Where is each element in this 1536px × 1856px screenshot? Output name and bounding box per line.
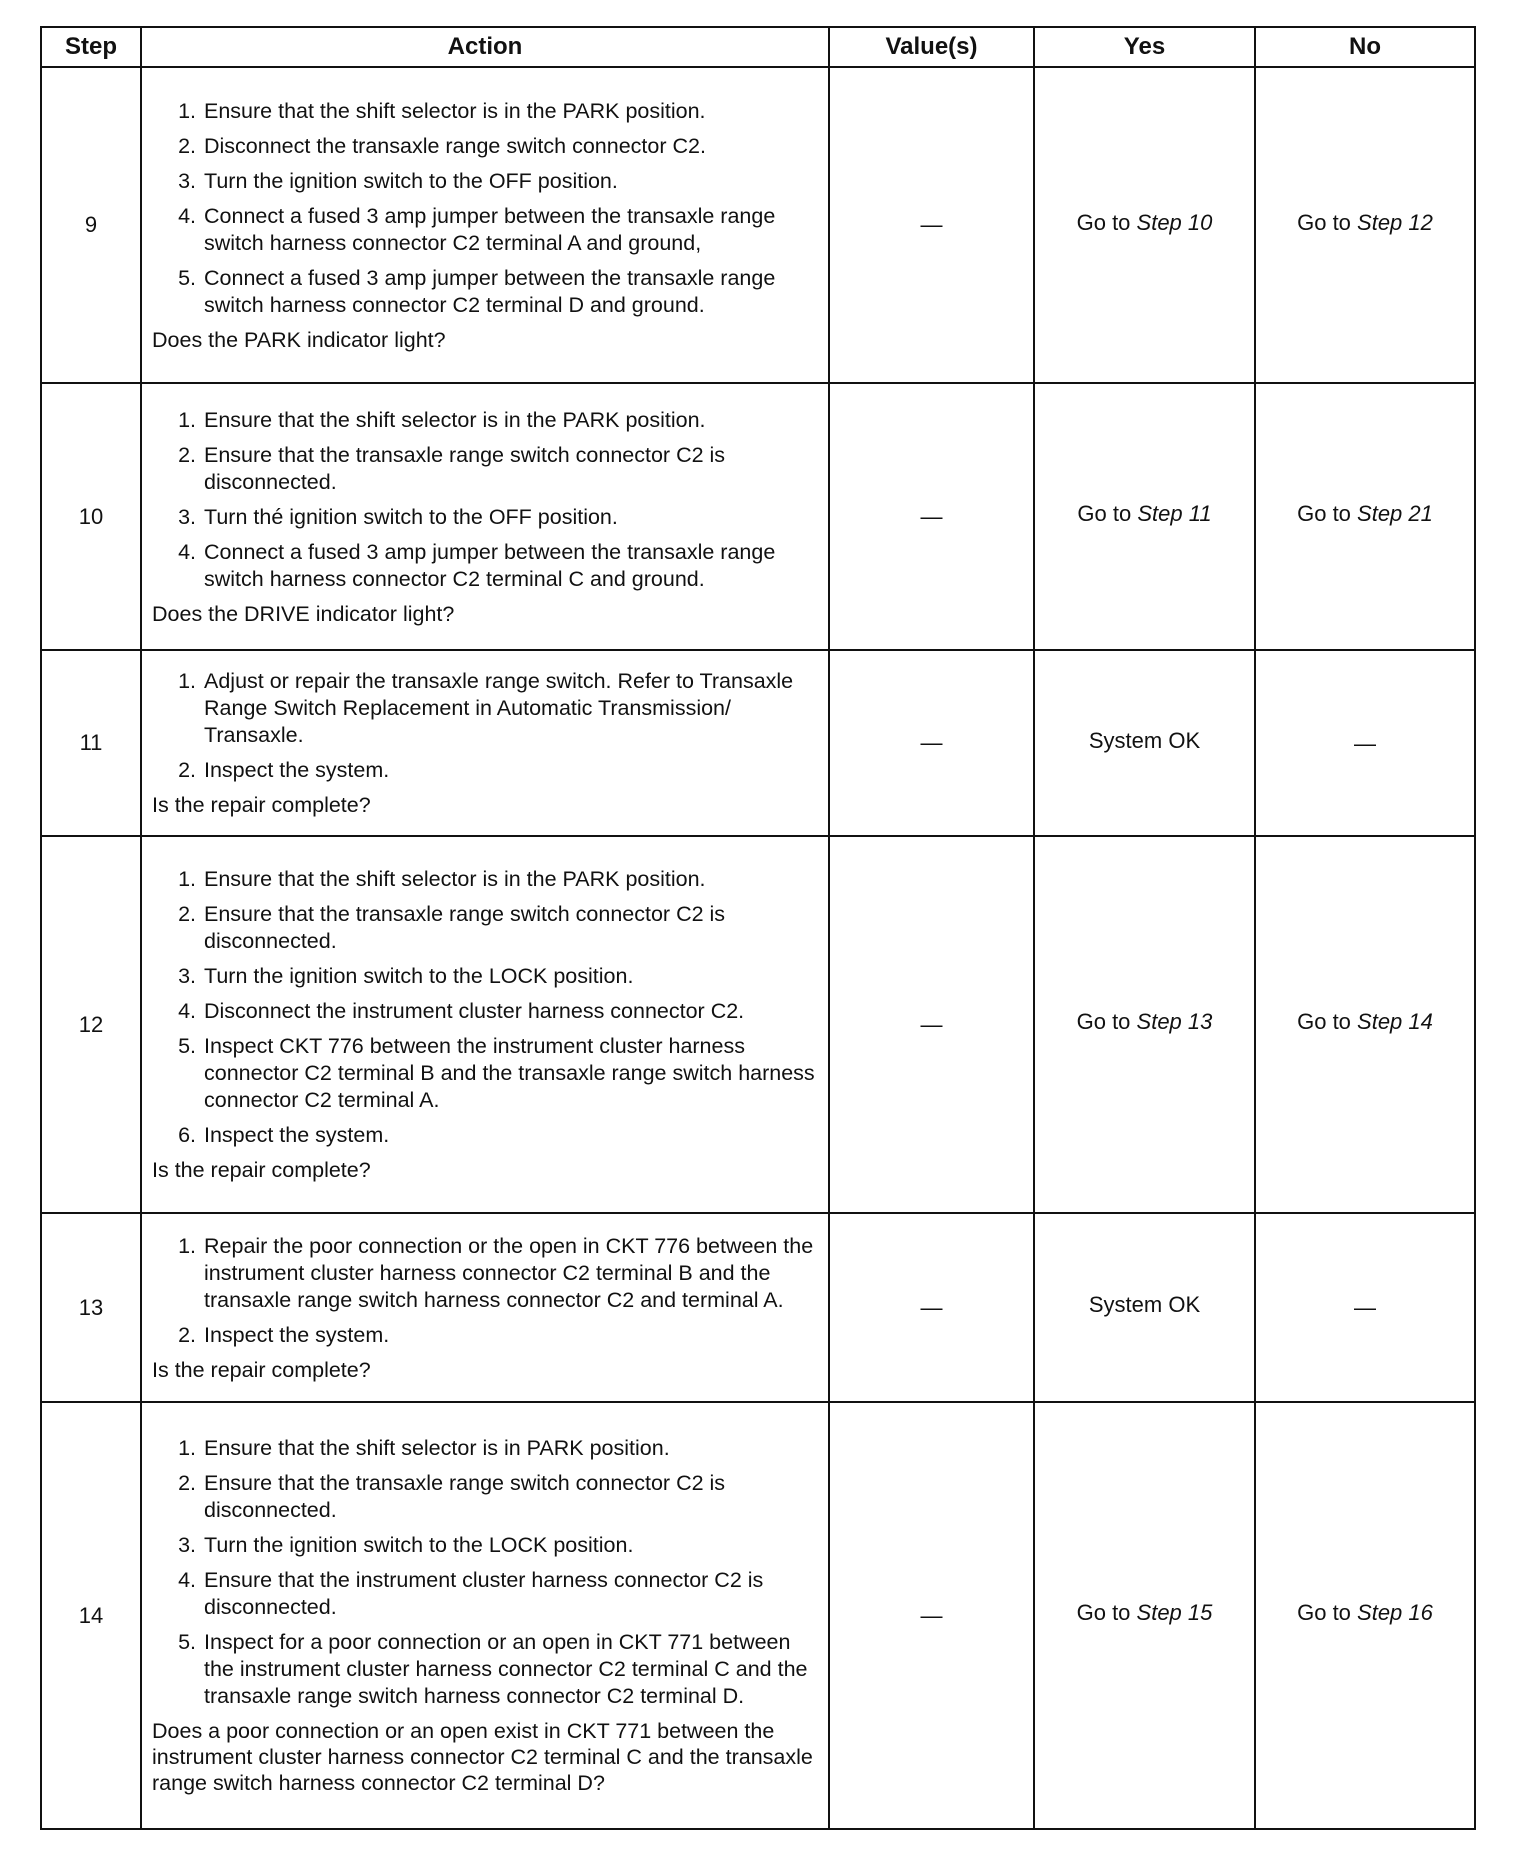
action-step <box>152 265 818 319</box>
action-steps <box>152 407 818 593</box>
no-result-text: — <box>1354 1295 1376 1321</box>
action-step-number: 2. <box>178 902 196 927</box>
no-result <box>1255 67 1475 383</box>
yes-result <box>1034 383 1255 649</box>
action-step-text: Ensure that the transaxle range switch connector C2 is disconnected. <box>204 1471 726 1523</box>
action-step <box>152 1122 818 1149</box>
action-step-text: Inspect the system. <box>204 1123 390 1148</box>
action-step <box>152 1233 818 1314</box>
table-row <box>41 650 1475 837</box>
action-step-number: 1. <box>178 867 196 892</box>
action-step-text: Ensure that the shift selector is in the PARK position. <box>204 407 706 432</box>
action-question: Is the repair complete? <box>152 793 371 818</box>
action-step-number: 5. <box>178 1034 196 1059</box>
action-step <box>152 998 818 1025</box>
action-step-text: Ensure that the shift selector is in the PARK position. <box>204 98 706 123</box>
action-step-number: 1. <box>178 1436 196 1461</box>
action-step-text: Ensure that the transaxle range switch connector C2 is disconnected. <box>204 442 726 494</box>
action-steps <box>152 1435 818 1710</box>
action-step-text: Connect a fused 3 amp jumper between the transaxle range switch harness connector C2 terminal A and ground, <box>204 203 776 255</box>
yes-result-text: Go to <box>1076 1600 1137 1626</box>
action-cell <box>141 1402 829 1829</box>
no-step-link[interactable]: Step 14 <box>1357 1009 1433 1035</box>
action-cell <box>141 383 829 649</box>
value-cell: — <box>829 1213 1034 1402</box>
action-step-text: Connect a fused 3 amp jumper between the transaxle range switch harness connector C2 terminal D and ground. <box>204 265 776 317</box>
action-cell <box>141 650 829 837</box>
no-result-text: Go to <box>1297 1009 1358 1035</box>
action-step <box>152 668 818 749</box>
yes-step-link[interactable]: Step 15 <box>1136 1600 1213 1626</box>
yes-result <box>1034 650 1255 837</box>
action-step <box>152 203 818 257</box>
step-number: 12 <box>41 836 141 1213</box>
no-result <box>1255 650 1475 837</box>
action-step-number: 1. <box>178 1233 196 1258</box>
no-result <box>1255 836 1475 1213</box>
action-step-text: Disconnect the transaxle range switch connector C2. <box>204 133 706 158</box>
no-result <box>1255 1402 1475 1829</box>
no-result-text: — <box>1354 730 1376 756</box>
value-cell: — <box>829 67 1034 383</box>
no-result <box>1255 383 1475 649</box>
action-step-number: 5. <box>178 265 196 290</box>
action-step <box>152 963 818 990</box>
action-step-text: Turn thé ignition switch to the OFF position. <box>204 504 618 529</box>
action-step <box>152 133 818 160</box>
yes-step-link[interactable]: Step 10 <box>1136 209 1213 235</box>
yes-step-link[interactable]: Step 11 <box>1137 501 1212 527</box>
yes-result <box>1034 1213 1255 1402</box>
action-step-number: 1. <box>178 669 196 694</box>
action-cell <box>141 836 829 1213</box>
value-cell: — <box>829 836 1034 1213</box>
action-question: Is the repair complete? <box>152 1357 371 1382</box>
no-result <box>1255 1213 1475 1402</box>
action-step <box>152 442 818 496</box>
action-step-text: Ensure that the shift selector is in the PARK position. <box>204 867 706 892</box>
action-step <box>152 1033 818 1114</box>
header-action: Action <box>141 27 829 67</box>
header-no: No <box>1255 27 1475 67</box>
action-step-number: 3. <box>178 1533 196 1558</box>
header-values: Value(s) <box>829 27 1034 67</box>
action-step <box>152 901 818 955</box>
action-step <box>152 539 818 593</box>
no-result-text: Go to <box>1297 501 1358 527</box>
yes-step-link[interactable]: Step 13 <box>1136 1009 1213 1035</box>
action-step-number: 4. <box>178 1568 196 1593</box>
table-row <box>41 1402 1475 1829</box>
diagnostic-table <box>40 26 1476 1830</box>
action-question: Does the DRIVE indicator light? <box>152 601 455 626</box>
header-yes: Yes <box>1034 27 1255 67</box>
no-step-link[interactable]: Step 16 <box>1357 1600 1433 1626</box>
table-row <box>41 1213 1475 1402</box>
action-step-text: Turn the ignition switch to the LOCK position. <box>204 964 634 989</box>
table-row <box>41 836 1475 1213</box>
action-step <box>152 407 818 434</box>
step-number: 13 <box>41 1213 141 1402</box>
action-step-number: 2. <box>178 1322 196 1347</box>
action-step-number: 1. <box>178 407 196 432</box>
yes-result-text: System OK <box>1088 1292 1201 1318</box>
action-step-number: 3. <box>178 168 196 193</box>
action-step <box>152 1567 818 1621</box>
action-step-number: 4. <box>178 203 196 228</box>
no-result-text: Go to <box>1297 209 1358 235</box>
header-step: Step <box>41 27 141 67</box>
action-cell <box>141 67 829 383</box>
action-question: Does the PARK indicator light? <box>152 327 446 352</box>
action-cell <box>141 1213 829 1402</box>
action-steps <box>152 1233 818 1349</box>
action-step-number: 4. <box>178 539 196 564</box>
yes-result-text: Go to <box>1076 1009 1137 1035</box>
action-step <box>152 1435 818 1462</box>
action-step <box>152 757 818 784</box>
no-result-text: Go to <box>1297 1600 1358 1626</box>
yes-result-text: System OK <box>1088 727 1201 753</box>
action-step <box>152 1532 818 1559</box>
action-step <box>152 1322 818 1349</box>
action-step-number: 4. <box>178 999 196 1024</box>
action-step-text: Repair the poor connection or the open in CKT 776 between the instrument cluster harness connector C2 terminal B and the transaxle range switch harness connector C2 and terminal A. <box>204 1233 814 1312</box>
action-step-number: 1. <box>178 98 196 123</box>
no-step-link[interactable]: Step 21 <box>1357 501 1433 527</box>
header-row <box>41 27 1475 67</box>
step-number: 10 <box>41 383 141 649</box>
action-step-number: 3. <box>178 964 196 989</box>
action-step-text: Inspect for a poor connection or an open in CKT 771 between the instrument cluster harness connector C2 terminal C and the transaxle range switch harness connector C2 terminal D. <box>204 1630 808 1709</box>
yes-result-text: Go to <box>1077 501 1138 527</box>
action-step-text: Inspect CKT 776 between the instrument cluster harness connector C2 terminal B and the transaxle range switch harness connector C2 terminal A. <box>204 1034 815 1113</box>
action-steps <box>152 98 818 319</box>
action-step-text: Ensure that the shift selector is in PARK position. <box>204 1436 670 1461</box>
action-step <box>152 1470 818 1524</box>
action-question: Does a poor connection or an open exist in CKT 771 between the instrument cluster harness connector C2 terminal C and the transaxle range switch harness connector C2 terminal D? <box>152 1719 813 1796</box>
yes-result <box>1034 67 1255 383</box>
action-step <box>152 168 818 195</box>
action-step-text: Connect a fused 3 amp jumper between the transaxle range switch harness connector C2 terminal C and ground. <box>204 539 776 591</box>
step-number: 11 <box>41 650 141 837</box>
value-cell: — <box>829 1402 1034 1829</box>
action-step-text: Inspect the system. <box>204 758 390 783</box>
no-step-link[interactable]: Step 12 <box>1357 209 1433 235</box>
action-step-number: 2. <box>178 758 196 783</box>
action-step <box>152 1629 818 1710</box>
action-step-text: Turn the ignition switch to the LOCK position. <box>204 1533 634 1558</box>
yes-result-text: Go to <box>1076 209 1137 235</box>
action-steps <box>152 668 818 784</box>
action-step-number: 2. <box>178 1471 196 1496</box>
action-step-text: Disconnect the instrument cluster harness connector C2. <box>204 999 745 1024</box>
value-cell: — <box>829 383 1034 649</box>
action-step-number: 2. <box>178 442 196 467</box>
action-step-text: Turn the ignition switch to the OFF position. <box>204 168 618 193</box>
action-question: Is the repair complete? <box>152 1158 371 1183</box>
action-step-number: 2. <box>178 133 196 158</box>
action-step-number: 5. <box>178 1630 196 1655</box>
table-row <box>41 383 1475 649</box>
action-step-text: Ensure that the instrument cluster harness connector C2 is disconnected. <box>204 1568 764 1620</box>
action-step-text: Inspect the system. <box>204 1322 390 1347</box>
action-step <box>152 866 818 893</box>
action-step <box>152 504 818 531</box>
yes-result <box>1034 836 1255 1213</box>
action-step-number: 3. <box>178 504 196 529</box>
yes-result <box>1034 1402 1255 1829</box>
value-cell: — <box>829 650 1034 837</box>
action-step-text: Ensure that the transaxle range switch connector C2 is disconnected. <box>204 902 726 954</box>
action-step <box>152 98 818 125</box>
action-step-number: 6. <box>178 1123 196 1148</box>
action-step-text: Adjust or repair the transaxle range switch. Refer to Transaxle Range Switch Replacement in Automatic Transmission/ Transaxle. <box>204 669 794 748</box>
table-row <box>41 67 1475 383</box>
action-steps <box>152 866 818 1149</box>
step-number: 9 <box>41 67 141 383</box>
step-number: 14 <box>41 1402 141 1829</box>
